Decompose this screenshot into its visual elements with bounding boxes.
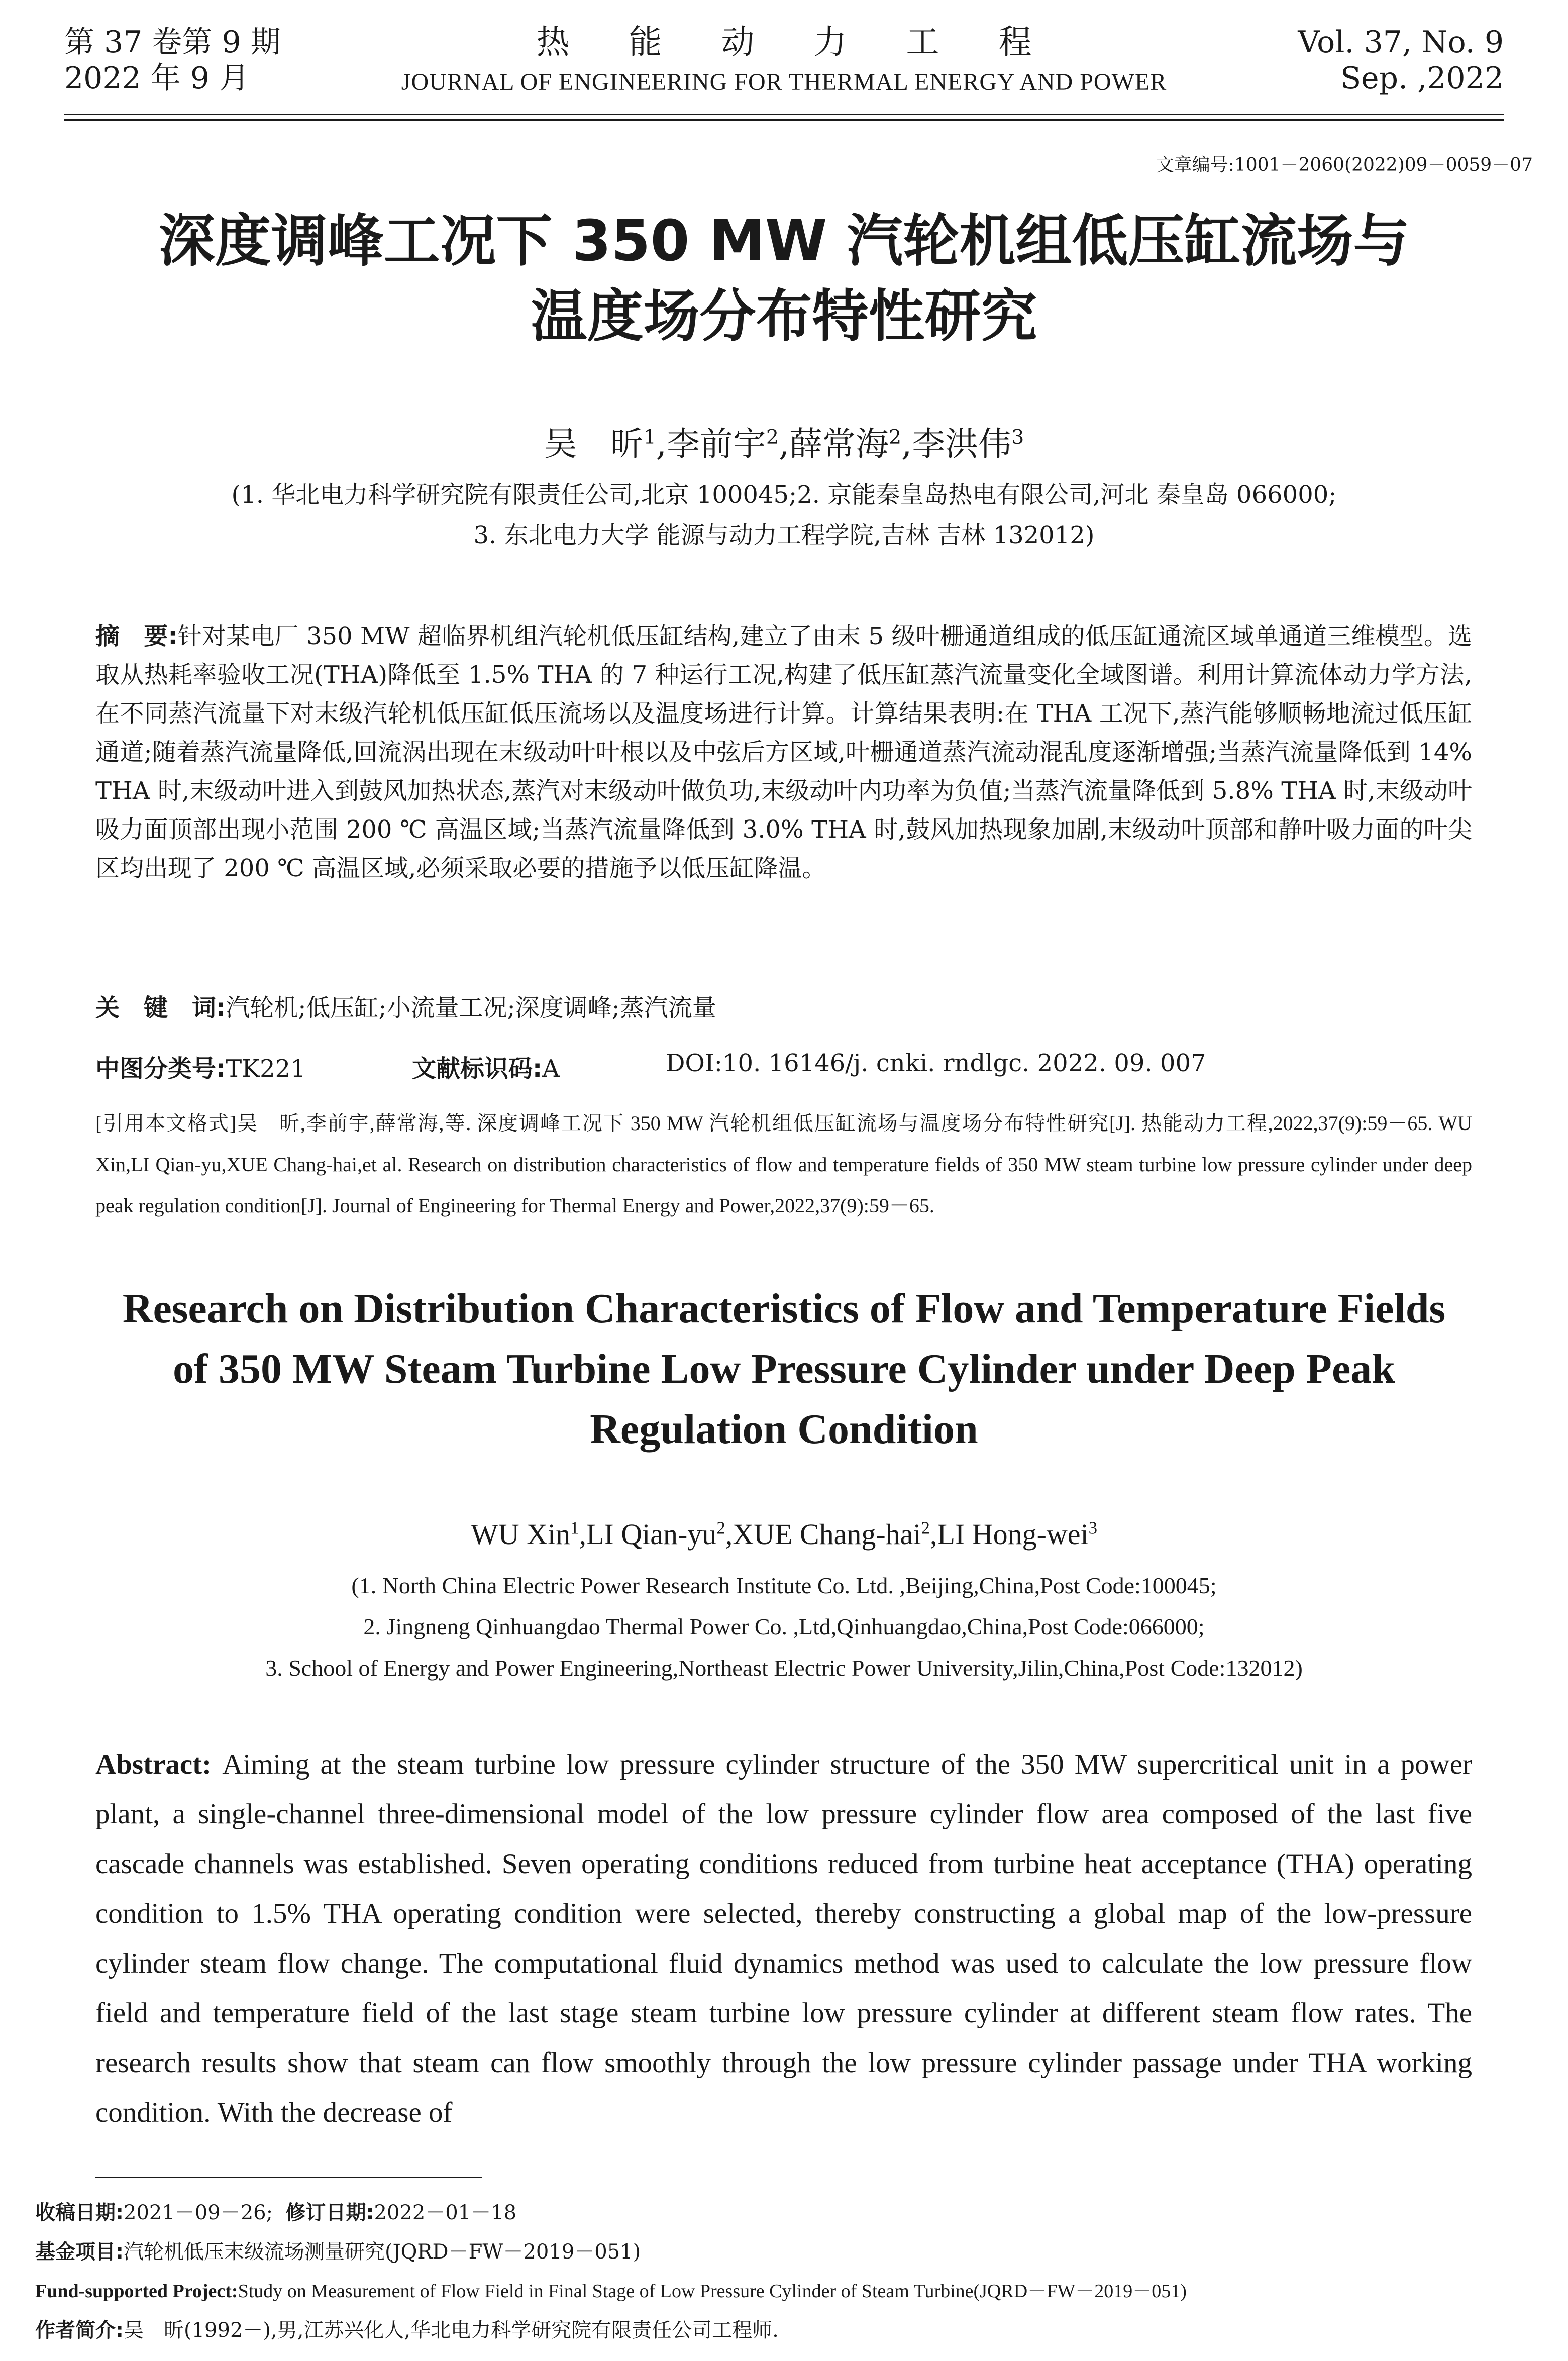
footnotes xyxy=(35,2193,1537,2350)
fund-en-value: Study on Measurement of Flow Field in Final Stage of Low Pressure Cylinder of Steam Turbine(JQRD－FW－2019－051) xyxy=(238,2281,1187,2302)
revised-value: 2022－01－18 xyxy=(374,2201,517,2224)
authors-en: WU Xin$^1$,LI Qian-$yu^2,XUE$ Chang-hai$^2$,LI Hong-wei$^3$ xyxy=(470,1518,1098,1551)
citation-text: 吴 昕,李前宇,薛常海,等. 深度调峰工况下 350 MW 汽轮机组低压缸流场与温度场分布特性研究[J]. 热能动力工程,2022,37(9):59－65. WU Xin,LI Qian-yu,XUE Chang-hai,et al. Research on distribution characteristics of flow and temperature fields of 350 MW steam turbine low pressure cylinder under deep peak regulation condition[J]. Journal of Engineering for Thermal Energy and Power,2022,37(9):59－65. xyxy=(95,1112,1472,1217)
author-sup: 1 xyxy=(570,1518,579,1538)
footnote-dates xyxy=(35,2193,1537,2232)
footnote-rule xyxy=(95,2177,482,2178)
author-cn: 薛常海 xyxy=(789,425,889,463)
header-rule-thick xyxy=(64,119,1504,121)
doc-code-label: 文献标识码: xyxy=(412,1055,543,1083)
title-en xyxy=(0,1279,1568,1460)
journal-name-en: JOURNAL OF ENGINEERING FOR THERMAL ENERGY AND POWER xyxy=(401,69,1167,95)
doi: DOI:10. 16146/j. cnki. rndlgc. 2022. 09. 007 xyxy=(666,1049,1206,1077)
title-en-line3: Regulation Condition xyxy=(590,1406,978,1453)
journal-name-cn: 热能动力工程 xyxy=(536,23,1091,61)
citation-block xyxy=(95,1103,1472,1226)
article-number: 文章编号:1001－2060(2022)09－0059－07 xyxy=(1156,155,1533,175)
affiliation-en-line: (1. North China Electric Power Research Institute Co. Ltd. ,Beijing,China,Post Code:100045; xyxy=(351,1573,1217,1598)
author-sup: 2 xyxy=(888,426,902,449)
header-volume-en: Vol. 37, No. 9 xyxy=(1298,25,1504,60)
affiliation-en-line: 2. Jingneng Qinhuangdao Thermal Power Co. ,Ltd,Qinhuangdao,China,Post Code:066000; xyxy=(363,1614,1205,1639)
title-en-line2: of 350 MW Steam Turbine Low Pressure Cylinder under Deep Peak xyxy=(172,1346,1395,1392)
doc-code-value: A xyxy=(542,1055,560,1083)
author-sup: 3 xyxy=(1011,426,1024,449)
author-sup: 2 xyxy=(716,1518,725,1538)
author-sup: 2 xyxy=(766,426,779,449)
fund-cn-label: 基金项目: xyxy=(35,2240,124,2264)
footnote-fund-cn xyxy=(35,2232,1537,2272)
author-en: WU Xin xyxy=(470,1518,571,1551)
author-sup: 2 xyxy=(921,1518,930,1538)
author-bio-value: 吴 昕(1992－),男,江苏兴化人,华北电力科学研究院有限责任公司工程师. xyxy=(124,2319,779,2342)
author-sup: 1 xyxy=(643,426,656,449)
header-rule-thin xyxy=(64,114,1504,115)
fund-cn-value: 汽轮机低压末级流场测量研究(JQRD－FW－2019－051) xyxy=(124,2240,641,2264)
header-date-en: Sep. ,2022 xyxy=(1340,61,1504,96)
title-en-line1: Research on Distribution Characteristics of Flow and Temperature Fields xyxy=(122,1285,1446,1332)
affiliation-en-line: 3. School of Energy and Power Engineering,Northeast Electric Power University,Jilin,China,Post Code:132012) xyxy=(265,1655,1303,1681)
affiliation-cn-line: 3. 东北电力大学 能源与动力工程学院,吉林 吉林 132012) xyxy=(473,521,1095,549)
affiliation-cn-line: (1. 华北电力科学研究院有限责任公司,北京 100045;2. 京能秦皇岛热电有限公司,河北 秦皇岛 066000; xyxy=(231,481,1337,509)
footnote-fund-en xyxy=(35,2272,1537,2311)
header-vol-no xyxy=(1298,24,1504,96)
received-label: 收稿日期: xyxy=(35,2201,124,2224)
classification-row xyxy=(95,1049,306,1084)
title-cn xyxy=(0,203,1568,354)
affiliations-en xyxy=(0,1565,1568,1689)
author-cn: 李前宇 xyxy=(666,425,766,463)
footnote-author xyxy=(35,2311,1537,2350)
title-cn-line2: 温度场分布特性研究 xyxy=(531,284,1037,349)
abstract-cn-label: 摘 要: xyxy=(95,622,178,650)
abstract-en-label: Abstract: xyxy=(95,1749,212,1780)
title-cn-line1: 深度调峰工况下 350 MW 汽轮机组低压缸流场与 xyxy=(158,209,1410,274)
abstract-en xyxy=(95,1739,1472,2137)
keywords-text: 汽轮机;低压缸;小流量工况;深度调峰;蒸汽流量 xyxy=(226,994,716,1022)
author-en: LI Qian-yu xyxy=(586,1518,717,1551)
revised-label: 修订日期: xyxy=(285,2201,374,2224)
abstract-cn xyxy=(95,617,1472,888)
author-en: LI Hong-wei xyxy=(937,1518,1089,1551)
abstract-en-text: Aiming at the steam turbine low pressure cylinder structure of the 350 MW supercritical unit in a power plant, a single-channel three-dimensional model of the low pressure cylinder flow area composed of the last five cascade channels was established. Seven operating conditions reduced from turbine heat acceptance (THA) operating condition to 1.5% THA operating condition were selected, thereby constructing a global map of the low-pressure cylinder steam flow change. The computational fluid dynamics method was used to calculate the low pressure flow field and temperature field of the last stage steam turbine low pressure cylinder at different steam flow rates. The research results show that steam can flow smoothly through the low pressure cylinder passage under THA working condition. With the decrease of xyxy=(95,1749,1473,2128)
fund-en-label: Fund-supported Project: xyxy=(35,2281,238,2302)
received-value: 2021－09－26; xyxy=(124,2201,273,2224)
authors-cn: 吴 昕$^1$,李前宇$^2$,薛常海$^2$,李洪伟$^3$ xyxy=(544,425,1024,463)
author-cn: 李洪伟 xyxy=(912,425,1012,463)
author-bio-label: 作者简介: xyxy=(35,2319,124,2342)
document-code xyxy=(412,1049,560,1084)
author-en: XUE Chang-hai xyxy=(733,1518,921,1551)
header-volume-cn: 第 37 卷第 9 期 xyxy=(64,25,281,60)
keywords-label: 关 键 词: xyxy=(95,994,226,1022)
affiliations-cn xyxy=(0,475,1568,555)
author-sup: 3 xyxy=(1088,1518,1098,1538)
clc-value: TK221 xyxy=(226,1055,306,1083)
header-date-cn: 2022 年 9 月 xyxy=(64,61,250,96)
abstract-cn-text: 针对某电厂 350 MW 超临界机组汽轮机低压缸结构,建立了由末 5 级叶栅通道组成的低压缸通流区域单通道三维模型。选取从热耗率验收工况(THA)降低至 1.5% THA 的 7 种运行工况,构建了低压缸蒸汽流量变化全域图谱。利用计算流体动力学方法,在不同蒸汽流量下对末级汽轮机低压缸低压流场以及温度场进行计算。计算结果表明:在 THA 工况下,蒸汽能够顺畅地流过低压缸通道;随着蒸汽流量降低,回流涡出现在末级动叶叶根以及中弦后方区域,叶栅通道蒸汽流动混乱度逐渐增强;当蒸汽流量降低到 14% THA 时,末级动叶进入到鼓风加热状态,蒸汽对末级动叶做负功,末级动叶内功率为负值;当蒸汽流量降低到 5.8% THA 时,末级动叶吸力面顶部出现小范围 200 ℃ 高温区域;当蒸汽流量降低到 3.0% THA 时,鼓风加热现象加剧,末级动叶顶部和静叶吸力面的叶尖区均出现了 200 ℃ 高温区域,必须采取必要的措施予以低压缸降温。 xyxy=(95,622,1472,882)
author-cn: 吴 昕 xyxy=(544,425,644,463)
citation-label: [引用本文格式] xyxy=(95,1112,237,1135)
keywords-cn xyxy=(95,988,716,1023)
clc-label: 中图分类号: xyxy=(95,1055,226,1083)
